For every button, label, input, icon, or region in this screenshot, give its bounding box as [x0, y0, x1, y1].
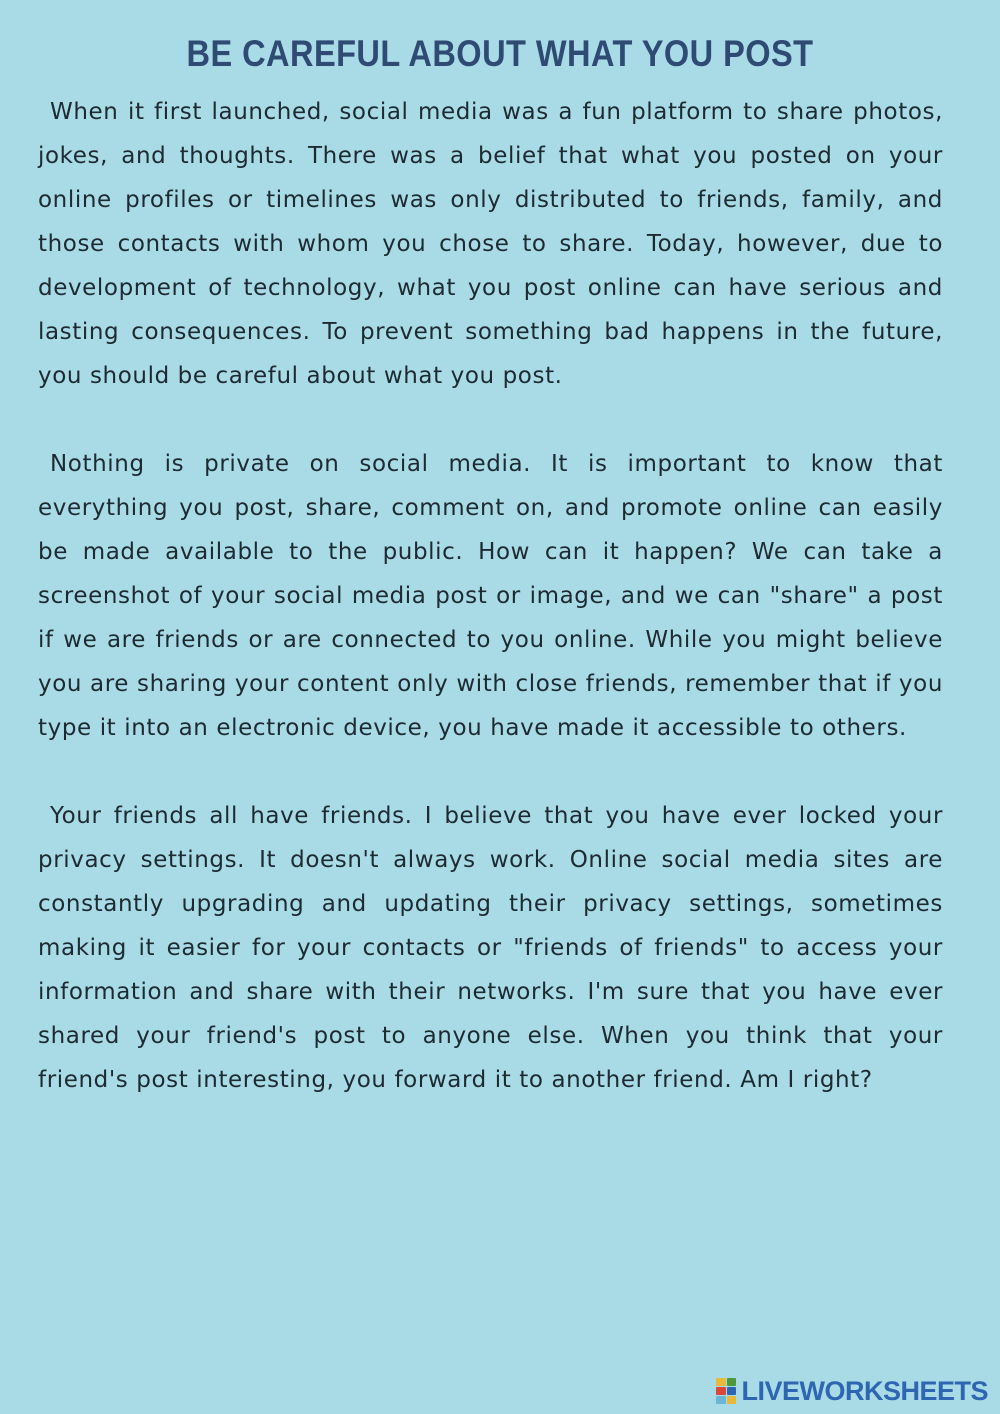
- paragraph-2: Nothing is private on social media. It is important to know that everything you post, share, comment on, and promote online can easily be made available to the public. How can it happen? We can take a screenshot of your social media post or image, and we can "share" a post if we are friends or are connected to you online. While you might believe you are sharing your content only with close friends, remember that if you type it into an electronic device, you have made it accessible to others.: [38, 451, 943, 741]
- paragraph-1: When it first launched, social media was a fun platform to share photos, jokes, and thoughts. There was a belief that what you posted on your online profiles or timelines was only distributed to friends, family, and those contacts with whom you chose to share. Today, however, due to development of technology, what you post online can have serious and lasting consequences. To prevent something bad happens in the future, you should be careful about what you post.: [38, 99, 943, 389]
- paragraph-3: Your friends all have friends. I believe that you have ever locked your privacy settings. It doesn't always work. Online social media sites are constantly upgrading and updating their privacy settings, sometimes making it easier for your contacts or "friends of friends" to access your information and share with their networks. I'm sure that you have ever shared your friend's post to anyone else. When you think that your friend's post interesting, you forward it to another friend. Am I right?: [38, 803, 943, 1093]
- liveworksheets-logo[interactable]: [716, 1376, 988, 1406]
- worksheet-body: [38, 90, 943, 1146]
- liveworksheets-brand-text: LIVEWORKSHEETS: [741, 1375, 988, 1406]
- worksheet-title: BE CAREFUL ABOUT WHAT YOU POST: [186, 33, 814, 74]
- liveworksheets-logo-icon: [716, 1378, 736, 1404]
